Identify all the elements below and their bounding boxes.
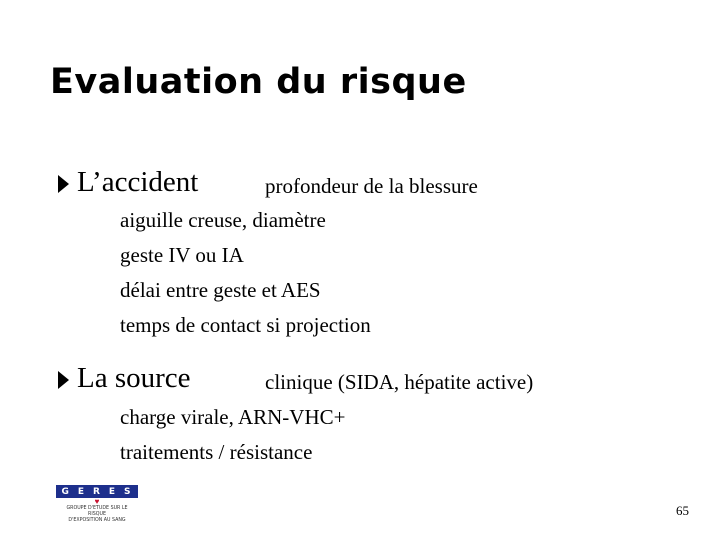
section-items	[120, 400, 345, 470]
list-item: délai entre geste et AES	[120, 278, 321, 302]
section-label: La source	[77, 362, 191, 394]
section-first-item: profondeur de la blessure	[265, 174, 478, 198]
section-items	[120, 203, 371, 343]
logo-line: D'EXPOSITION AU SANG	[68, 517, 126, 523]
logo-letter: E	[77, 486, 86, 497]
section-accident	[58, 166, 198, 199]
list-item: geste IV ou IA	[120, 243, 244, 267]
logo-line: GROUPE D'ETUDE SUR LE RISQUE	[66, 505, 128, 517]
list-item: traitements / résistance	[120, 440, 313, 464]
page-number: 65	[676, 503, 689, 518]
section-first-item: clinique (SIDA, hépatite active)	[265, 370, 534, 394]
slide-title: Evaluation du risque	[50, 62, 467, 102]
section-source	[58, 362, 191, 395]
bullet-arrow-icon	[58, 371, 69, 389]
list-item: temps de contact si projection	[120, 313, 371, 337]
logo-heart-icon: ♥	[94, 497, 100, 506]
list-item: aiguille creuse, diamètre	[120, 208, 326, 232]
logo-letter: R	[92, 486, 102, 497]
geres-logo	[56, 485, 138, 523]
logo-letter: E	[108, 486, 118, 497]
bullet-arrow-icon	[58, 175, 69, 193]
logo-letter: G	[61, 486, 71, 497]
list-item: charge virale, ARN-VHC+	[120, 405, 346, 429]
section-label: L’accident	[77, 166, 199, 198]
logo-letter: S	[124, 486, 133, 497]
